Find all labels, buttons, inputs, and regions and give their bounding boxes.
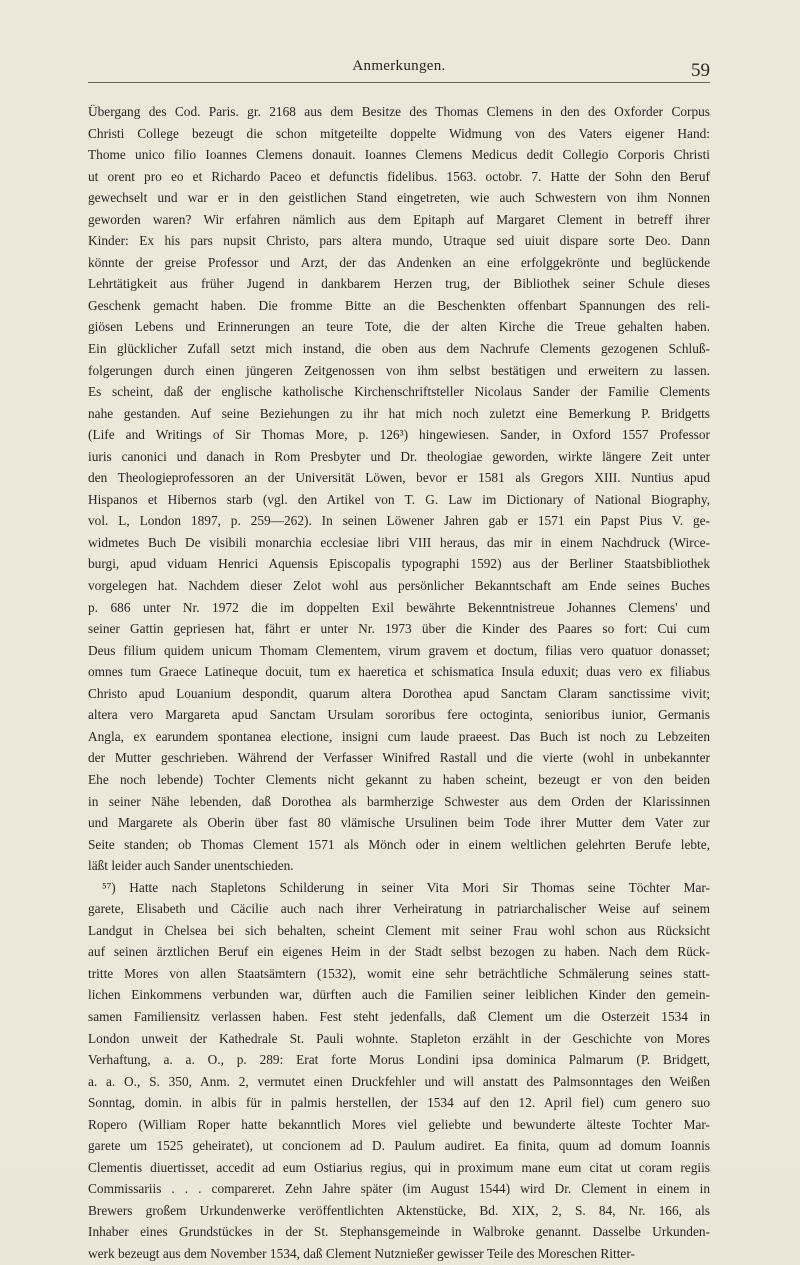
text-line: nahe gestanden. Auf seine Beziehungen zu ihr hat mich noch zuletzt eine Bemerkung P. Bridgetts [88, 405, 710, 421]
text-line: Landgut in Chelsea bei sich behalten, scheint Clement mit seiner Frau wohl schon aus Rücksicht [88, 922, 710, 938]
text-line: burgi, apud viduam Henrici Aquensis Episcopalis typographi 1592) aus der Berliner Staatsbibliothek [88, 556, 710, 572]
text-line: Hispanos et Hibernos starb (vgl. den Artikel von T. G. Law im Dictionary of National Biography, [88, 491, 710, 507]
text-line: London unweit der Kathedrale St. Pauli wohnte. Stapleton erzählt in der Geschichte von Mores [88, 1030, 710, 1046]
text-line: Verhaftung, a. a. O., p. 289: Erat forte Morus Londini ipsa dominica Palmarum (P. Bridgett, [88, 1052, 710, 1068]
text-line: Sonntag, domin. in albis für in palmis herstellen, der 1534 auf den 12. April fiel) cum genero suo [88, 1095, 710, 1111]
text-line: (Life and Writings of Sir Thomas More, p. 126³) hingewiesen. Sander, in Oxford 1557 Professor [88, 427, 710, 443]
text-line: Thome unico filio Ioannes Clemens donauit. Ioannes Clemens Medicus dedit Collegio Corporis Christi [88, 147, 710, 163]
text-line: Geschenk gemacht haben. Die fromme Bitte an die Beschenkten offenbart Spannungen des reli- [88, 297, 710, 313]
text-line: garete, Elisabeth und Cäcilie auch nach ihrer Verheiratung in patriarchalischer Weise auf seinem [88, 901, 710, 917]
text-line: geworden waren? Wir erfahren nämlich aus dem Epitaph auf Margaret Clement in betreff ihrer [88, 211, 710, 227]
text-line: Brewers großem Urkundenwerke veröffentlichten Aktenstücke, Bd. XIX, 2, S. 84, Nr. 166, als [88, 1202, 710, 1218]
text-line: lichen Einkommens verbunden war, dürften auch die Familien seiner leiblichen Kinder den gemein- [88, 987, 710, 1003]
header-rule [88, 82, 710, 83]
text-line: omnes tum Graece Latineque docuit, tum ex haeretica et schismatica Insula eduxit; duas vero ex filiabus [88, 664, 710, 680]
text-line: Inhaber eines Grundstückes in der St. Stephansgemeinde in Walbroke genannt. Dasselbe Urkunden- [88, 1224, 710, 1240]
text-line: läßt leider auch Sander unentschieden. [88, 858, 294, 874]
text-line: Deus filium quidem unicum Thomam Clementem, virum gravem et doctum, filias vero quatuor donasset; [88, 642, 710, 658]
text-line: tritte Mores von allen Staatsämtern (1532), womit eine sehr beträchtliche Schmälerung seines statt- [88, 965, 710, 981]
text-line: vorgelegen hat. Nachdem dieser Zelot wohl aus persönlicher Bekanntschaft am Ende seines Buches [88, 578, 710, 594]
text-line: auf seinen ärztlichen Beruf ein eigenes Heim in der Stadt selbst bezogen zu haben. Nach dem Rück- [88, 944, 710, 960]
text-line: könnte der greise Professor und Arzt, der das Andenken an eine erfolggekrönte und beglückende [88, 254, 710, 270]
page-header [88, 56, 710, 86]
text-line: folgerungen durch einen jüngeren Zeitgenossen von ihm selbst bestätigen und erweitern zu lassen. [88, 362, 710, 378]
text-line: und Margarete als Oberin über fast 80 vlämische Ursulinen beim Tode ihrer Mutter dem Vater zur [88, 815, 710, 831]
text-line: Übergang des Cod. Paris. gr. 2168 aus dem Besitze des Thomas Clemens in den des Oxforder Corpus [88, 104, 710, 119]
text-line: Ehe noch lebende) Tochter Clements nicht gekannt zu haben scheint, bezeugt er von den beiden [88, 771, 710, 787]
paragraph-1 [88, 101, 710, 877]
text-line: Seite standen; ob Thomas Clement 1571 als Mönch oder in einem weltlichen gelehrten Berufe lebte, [88, 836, 710, 852]
text-line: Kinder: Ex his pars nupsit Christo, pars altera mundo, Utraque sed uiuit dispare sorte Deo. Dann [88, 233, 710, 249]
text-line: Christo apud Louanium despondit, quarum altera Dorothea apud Sanctam Claram sanctissime vivit; [88, 685, 710, 701]
text-line: Ein glücklicher Zufall setzt mich instand, die oben aus dem Nachrufe Clements gezogenen Schluß- [88, 341, 710, 357]
text-line: den Theologieprofessoren an der Universität Löwen, bevor er 1581 als Gregors XIII. Nuntius apud [88, 470, 710, 486]
running-head: Anmerkungen. [352, 58, 446, 74]
paragraph-2 [88, 877, 710, 1265]
text-line: p. 686 unter Nr. 1972 die im doppelten Exil bewährte Bekenntnistreue Johannes Clemens' und [88, 599, 710, 615]
text-line: a. a. O., S. 350, Anm. 2, vermutet einen Druckfehler und will anstatt des Palmsonntages den Weißen [88, 1073, 710, 1089]
page-number: 59 [691, 60, 710, 81]
text-line: Christi College bezeugt die schon mitgeteilte doppelte Widmung von des Vaters eigener Hand: [88, 125, 710, 141]
body-text [88, 101, 710, 1265]
text-line: giösen Lebens und Erinnerungen an teure Tote, die der alten Kirche die Treue gehalten haben. [88, 319, 710, 335]
text-line: garete um 1525 geheiratet), ut concionem ad D. Paulum audiret. Ea finita, quum ad domum Ioannis [88, 1138, 710, 1154]
text-line: Ropero (William Roper hatte bekanntlich Mores viel geliebte und bewunderte älteste Tochter Mar- [88, 1116, 710, 1132]
text-line: Clementis diuertisset, accedit ad eum Ostiarius regius, qui in proximum mane eum citat ut coram regiis [88, 1159, 710, 1175]
text-line: werk bezeugt aus dem November 1534, daß Clement Nutznießer gewisser Teile des Moreschen Ritter- [88, 1245, 635, 1261]
text-line: seiner Gattin gepriesen hat, fährt er unter Nr. 1973 über die Kinder des Paares so fort: Cui cum [88, 621, 710, 637]
text-line: der Mutter geschrieben. Während der Verfasser Winifred Rastall und die vierte (wohl in unbekannter [88, 750, 710, 766]
text-line: Lehrtätigkeit aus früher Jugend in dankbarem Herzen trug, der Bibliothek seiner Schule dieses [88, 276, 710, 292]
text-line: gewechselt und war er in den geistlichen Stand eingetreten, wie auch Schwestern von ihm Nonnen [88, 190, 710, 206]
text-line: iuris canonici und danach in Rom Presbyter und Dr. theologiae geworden, wirkte längere Zeit unter [88, 448, 710, 464]
text-line: vol. L, London 1897, p. 259—262). In seinen Löwener Jahren gab er 1571 ein Papst Pius V. ge- [88, 513, 710, 529]
text-line: altera vero Margareta apud Sanctam Ursulam sororibus fere octoginta, senioribus iunior, Germanis [88, 707, 710, 723]
text-line: widmetes Buch De visibili monarchia ecclesiae libri VIII heraus, das mir in einem Nachdruck (Wirce- [88, 534, 710, 550]
text-line: Es scheint, daß der englische katholische Kirchenschriftsteller Nicolaus Sander der Familie Clements [88, 384, 710, 400]
text-line: samen Familiensitz verlassen haben. Fest steht jedenfalls, daß Clement um die Osterzeit 1534 in [88, 1008, 710, 1024]
text-line: ut orent pro eo et Richardo Paceo et defunctis fidelibus. 1563. octobr. 7. Hatte der Sohn den Beruf [88, 168, 710, 184]
text-line: Angla, ex earundem spontanea electione, insigni cum laude praeest. Das Buch ist noch zu Lebzeiten [88, 728, 710, 744]
text-line: Commissariis . . . compareret. Zehn Jahre später (im August 1544) wird Dr. Clement in einem in [88, 1181, 710, 1197]
text-line: ⁵⁷) Hatte nach Stapletons Schilderung in seiner Vita Mori Sir Thomas seine Töchter Mar- [102, 879, 710, 895]
text-line: in seiner Nähe lebenden, daß Dorothea als barmherzige Schwester aus dem Orden der Klarissinnen [88, 793, 710, 809]
